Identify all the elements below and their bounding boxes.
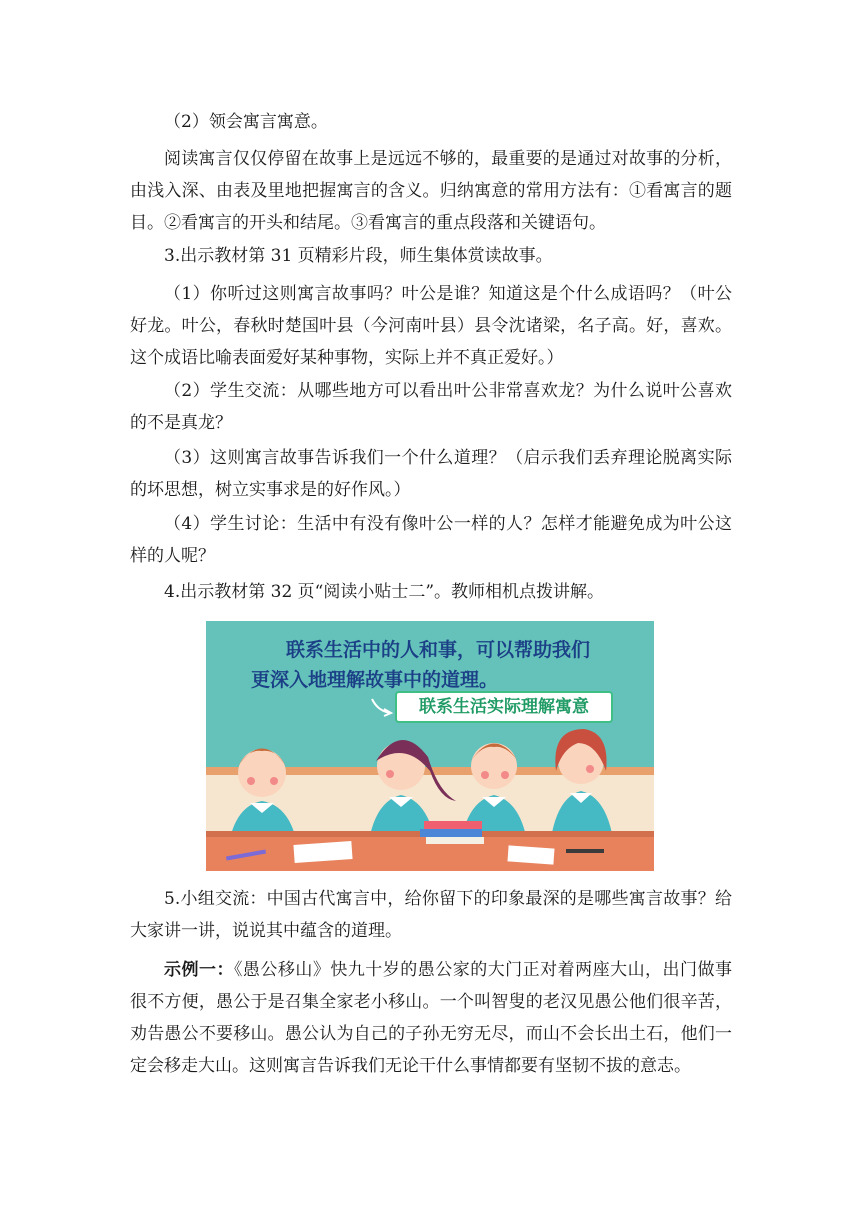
paragraph-question-4: （4）学生讨论：生活中有没有像叶公一样的人？怎样才能避免成为叶公这样的人呢？	[130, 514, 732, 566]
answer-text: （叶公好龙。叶公，春秋时楚国叶县（今河南叶县）县令沈诸梁，名子高。好，喜欢。这个成语比喻表面爱好某种事物，实际上并不真正爱好。）	[130, 284, 732, 368]
paragraph-step-3: 3.出示教材第 31 页精彩片段，师生集体赏读故事。	[164, 246, 553, 266]
example-body: 《愚公移山》快九十岁的愚公家的大门正对着两座大山，出门做事很不方便，愚公于是召集全家老小移山。一个叫智叟的老汉见愚公他们很辛苦，劝告愚公不要移山。愚公认为自己的子孙无穷无尽，而山不会长出土石，他们一定会移走大山。这则寓言告诉我们无论干什么事情都要有坚韧不拔的意志。	[130, 960, 732, 1076]
tip-line-2: 更深入地理解故事中的道理。	[251, 669, 499, 691]
paragraph-comprehend-moral: （2）领会寓言寓意。	[164, 112, 328, 132]
question-text: （1）你听过这则寓言故事吗？叶公是谁？知道这是个什么成语吗？	[164, 284, 681, 304]
tip-label-box: 联系生活实际理解寓意	[395, 691, 613, 723]
example-label: 示例一：	[164, 960, 234, 980]
question-text: （3）这则寓言故事告诉我们一个什么道理？	[164, 448, 507, 468]
answer-text: （启示我们丢弃理论脱离实际的坏思想，树立实事求是的好作风。）	[130, 448, 733, 500]
paragraph-example-1	[130, 954, 732, 1082]
paragraph-method: 阅读寓言仅仅停留在故事上是远远不够的，最重要的是通过对故事的分析，由浅入深、由表及里地把握寓言的含义。归纳寓意的常用方法有：①看寓言的题目。②看寓言的开头和结尾。③看寓言的重点段落和关键语句。	[130, 149, 732, 233]
paragraph-step-4: 4.出示教材第 32 页“阅读小贴士二”。教师相机点拨讲解。	[164, 582, 605, 602]
paragraph-question-3	[130, 442, 732, 506]
reading-tip-illustration	[206, 621, 654, 871]
paragraph-step-5: 5.小组交流：中国古代寓言中，给你留下的印象最深的是哪些寓言故事？给大家讲一讲，说说其中蕴含的道理。	[130, 889, 732, 941]
paragraph-question-2: （2）学生交流：从哪些地方可以看出叶公非常喜欢龙？为什么说叶公喜欢的不是真龙？	[130, 381, 732, 433]
paragraph-question-1	[130, 278, 732, 374]
tip-line-1: 联系生活中的人和事，可以帮助我们	[286, 639, 591, 661]
